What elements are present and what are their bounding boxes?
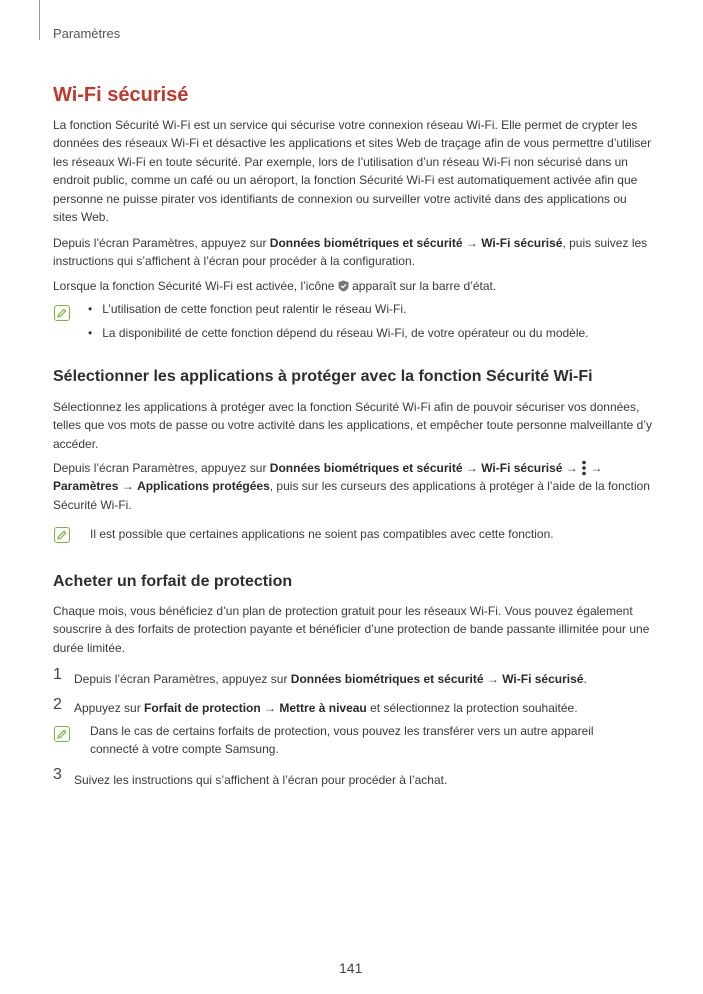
step-number: 3 (53, 766, 62, 783)
status-icon-paragraph: Lorsque la fonction Sécurité Wi-Fi est activée, l’icône apparaît sur la barre d’état. (53, 279, 497, 293)
step-number: 2 (53, 696, 62, 713)
section-heading-buy: Acheter un forfait de protection (53, 573, 293, 590)
section-heading-apps: Sélectionner les applications à protéger avec la fonction Sécurité Wi-Fi (53, 368, 593, 385)
note-bullet: • La disponibilité de cette fonction dépend du réseau Wi-Fi, de votre opérateur ou du modèle. (88, 326, 589, 340)
buy-paragraph: Chaque mois, vous bénéficiez d’un plan de protection gratuit pour les réseaux Wi-Fi. Vous pouvez également souscrire à des forfaits de protection payante et bénéficier d’une protection de bande passante illimitée pour une durée limitée. (53, 604, 650, 655)
note-icon (54, 305, 70, 321)
step-3: Suivez les instructions qui s’affichent à l’écran pour procéder à l’achat. (74, 773, 448, 787)
page-number: 141 (339, 960, 363, 976)
shield-status-icon (338, 280, 349, 292)
note-icon (54, 726, 70, 742)
apps-paragraph: Sélectionnez les applications à protéger avec la fonction Sécurité Wi-Fi afin de pouvoir sécuriser vos données, telles que vos mots de passe ou votre activité dans les applications, et empêcher toute personne malveillante d’y accéder. (53, 400, 653, 451)
step-1: Depuis l’écran Paramètres, appuyez sur Données biométriques et sécurité → Wi-Fi sécurisé. (74, 672, 587, 686)
step-2-note: Dans le cas de certains forfaits de protection, vous pouvez les transférer vers un autre appareil connecté à votre compte Samsung. (90, 724, 594, 757)
note-bullet: • L’utilisation de cette fonction peut ralentir le réseau Wi-Fi. (88, 302, 407, 316)
page-title: Wi-Fi sécurisé (53, 84, 189, 106)
step-number: 1 (53, 666, 62, 683)
note-icon (54, 527, 70, 543)
margin-rule (39, 0, 40, 40)
step-2: Appuyez sur Forfait de protection → Mettre à niveau et sélectionnez la protection souhaitée. (74, 701, 578, 715)
intro-paragraph: La fonction Sécurité Wi-Fi est un service qui sécurise votre connexion réseau Wi-Fi. Elle permet de crypter les données des réseaux Wi-Fi et désactive les applications et sites Web de traçage afin de vous permettre d’utiliser les réseaux Wi-Fi en toute sécurité. Par exemple, lors de l’utilisation d’un réseau Wi-Fi non sécurisé dans un endroit public, comme un café ou un aéroport, la fonction Sécurité Wi-Fi est automatiquement activée afin que personne ne puisse pirater vos identifiants de connexion ou surveiller votre activité dans des applications ou sites Web. (53, 118, 652, 225)
apps-instructions: Depuis l’écran Paramètres, appuyez sur Données biométriques et sécurité → Wi-Fi sécurisé → → Paramètres → Applications protégées, puis sur les curseurs des applications à protéger à l’aide de la fonction Sécurité Wi-Fi. (53, 461, 650, 512)
section-header: Paramètres (53, 26, 121, 41)
apps-note: Il est possible que certaines applications ne soient pas compatibles avec cette fonction. (90, 527, 554, 541)
intro-instructions: Depuis l’écran Paramètres, appuyez sur Données biométriques et sécurité → Wi-Fi sécurisé, puis suivez les instructions qui s’affichent à l’écran pour procéder à la configuration. (53, 236, 648, 269)
